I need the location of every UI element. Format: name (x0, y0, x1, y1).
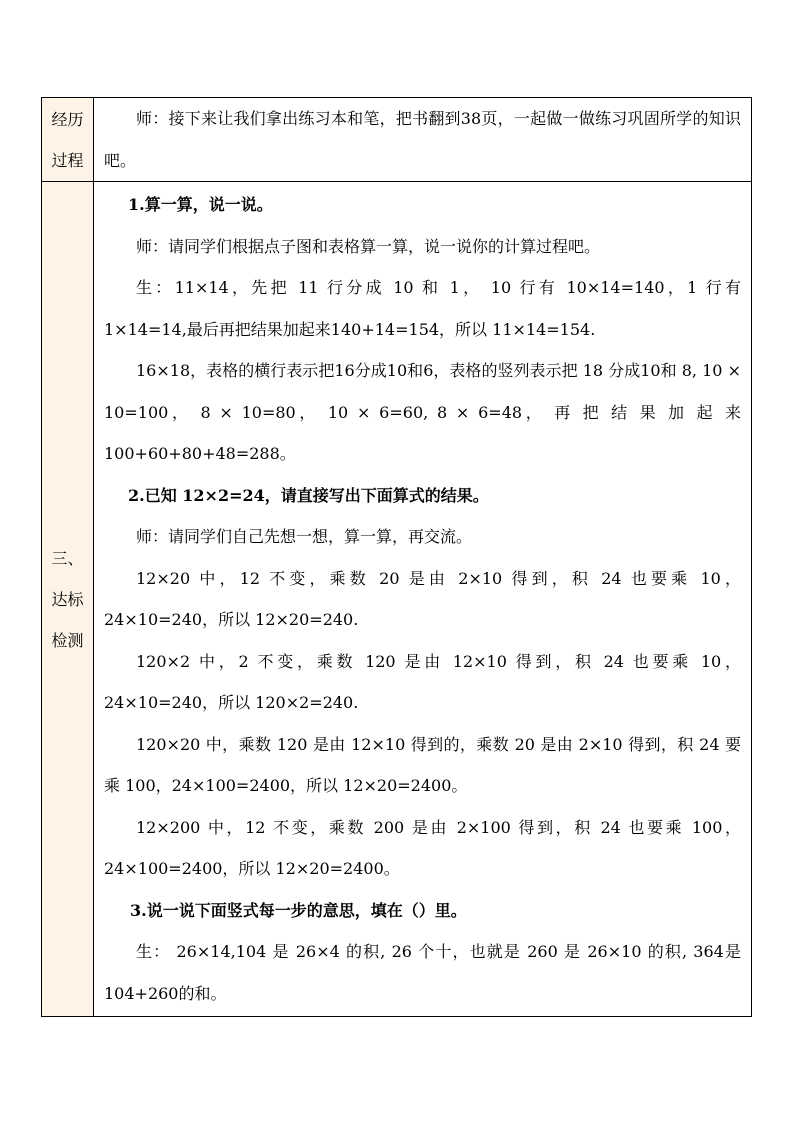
label-check-line2: 达标 (51, 589, 84, 609)
paragraph: 生：11×14，先把 11 行分成 10 和 1， 10 行有 10×14=140，1 行有 1×14=14,最后再把结果加起来140+14=154，所以 11×14=154. (104, 278, 741, 339)
label-check (42, 182, 94, 1017)
heading-1: 1.算一算，说一说。 (128, 195, 273, 214)
label-process-line1: 经历 (51, 109, 84, 129)
lesson-table (41, 97, 752, 1017)
label-process (42, 98, 94, 182)
row-process (42, 98, 752, 182)
paragraph: 120×20 中，乘数 120 是由 12×10 得到的，乘数 20 是由 2×10 得到，积 24 要乘 100，24×100=2400，所以 12×20=2400。 (104, 734, 741, 795)
label-check-line3: 检测 (51, 630, 84, 650)
content-process (94, 98, 752, 182)
heading-3: 3.说一说下面竖式每一步的意思，填在（）里。 (130, 900, 467, 920)
row-check (42, 182, 752, 1017)
content-check (94, 182, 752, 1017)
paragraph: 师：请同学们根据点子图和表格算一算，说一说你的计算过程吧。 (136, 236, 601, 256)
paragraph: 生： 26×14,104 是 26×4 的积, 26 个十，也就是 260 是 26×10 的积, 364是 104+260的和。 (104, 942, 741, 1003)
paragraph-process: 师：接下来让我们拿出练习本和笔，把书翻到38页，一起做一做练习巩固所学的知识吧。 (104, 109, 741, 170)
label-process-line2: 过程 (51, 150, 84, 170)
paragraph: 12×200 中，12 不变，乘数 200 是由 2×100 得到，积 24 也要乘 100，24×100=2400，所以 12×20=2400。 (104, 817, 741, 878)
heading-2: 2.已知 12×2=24，请直接写出下面算式的结果。 (128, 485, 489, 505)
paragraph: 16×18，表格的横行表示把16分成10和6，表格的竖列表示把 18 分成10和 8, 10 × 10=100， 8 × 10=80， 10 × 6=60, 8 × 6=48， 再 把 结 果 加 起 来100+60+80+48=288。 (104, 361, 741, 463)
paragraph: 12×20 中，12 不变，乘数 20 是由 2×10 得到，积 24 也要乘 10，24×10=240，所以 12×20=240. (104, 568, 741, 629)
label-check-line1: 三、 (51, 548, 84, 568)
paragraph: 师：请同学们自己先想一想，算一算，再交流。 (136, 527, 473, 546)
paragraph: 120×2 中，2 不变，乘数 120 是由 12×10 得到，积 24 也要乘 10，24×10=240，所以 120×2=240. (104, 651, 741, 712)
